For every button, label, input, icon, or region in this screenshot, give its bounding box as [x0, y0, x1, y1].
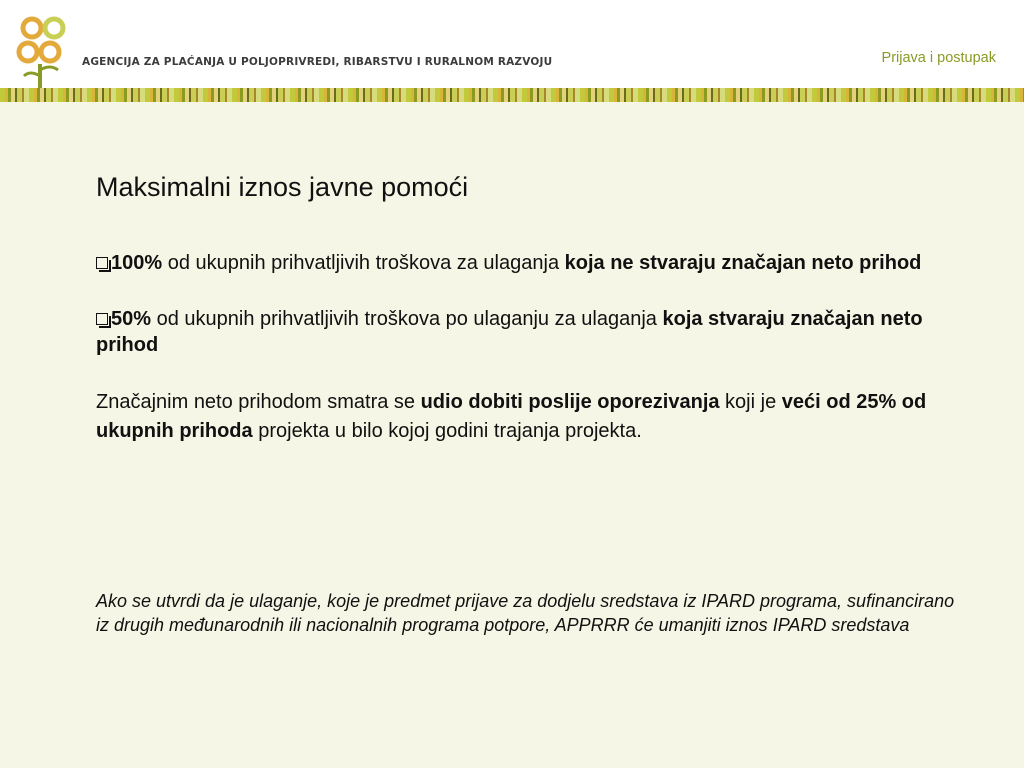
bullet-emphasis: koja stvaraju značajan neto prihod: [96, 308, 923, 356]
section-label: Prijava i postupak: [881, 50, 996, 66]
definition-paragraph: [96, 388, 946, 446]
definition-text: projekta u bilo kojoj godini trajanja projekta.: [252, 420, 642, 442]
agency-name: AGENCIJA ZA PLAĆANJA U POLJOPRIVREDI, RIBARSTVU I RURALNOM RAZVOJU: [82, 56, 553, 68]
definition-text: Značajnim neto prihodom smatra se: [96, 391, 421, 413]
agency-logo-icon: [14, 14, 72, 96]
footnote-note: Ako se utvrdi da je ulaganje, koje je predmet prijave za dodjelu sredstava iz IPARD programa, sufinancirano iz drugih međunarodnih ili nacionalnih programa potpore, APPRRR će umanjiti iznos IPARD sredstava: [96, 591, 955, 635]
bullet-text: od ukupnih prihvatljivih troškova po ulaganju za ulaganja: [151, 308, 663, 330]
checkbox-bullet-icon: [96, 257, 108, 269]
bullet-percent: 100%: [111, 252, 163, 274]
bullet-text: od ukupnih prihvatljivih troškova za ulaganja: [162, 252, 565, 274]
slide-content: [96, 170, 946, 446]
bullet-item-50: [96, 306, 946, 358]
bullet-item-100: [96, 250, 946, 276]
bullet-percent: 50%: [111, 308, 152, 330]
bullet-emphasis: koja ne stvaraju značajan neto prihod: [564, 252, 922, 274]
checkbox-bullet-icon: [96, 313, 108, 325]
slide-header: [0, 0, 1024, 88]
slide-title: Maksimalni iznos javne pomoći: [96, 172, 469, 202]
definition-emphasis: udio dobiti poslije oporezivanja: [420, 391, 720, 413]
definition-emphasis: veći od 25% od ukupnih prihoda: [96, 391, 927, 442]
decorative-stripe: [0, 88, 1024, 102]
definition-text: koji je: [719, 391, 782, 413]
